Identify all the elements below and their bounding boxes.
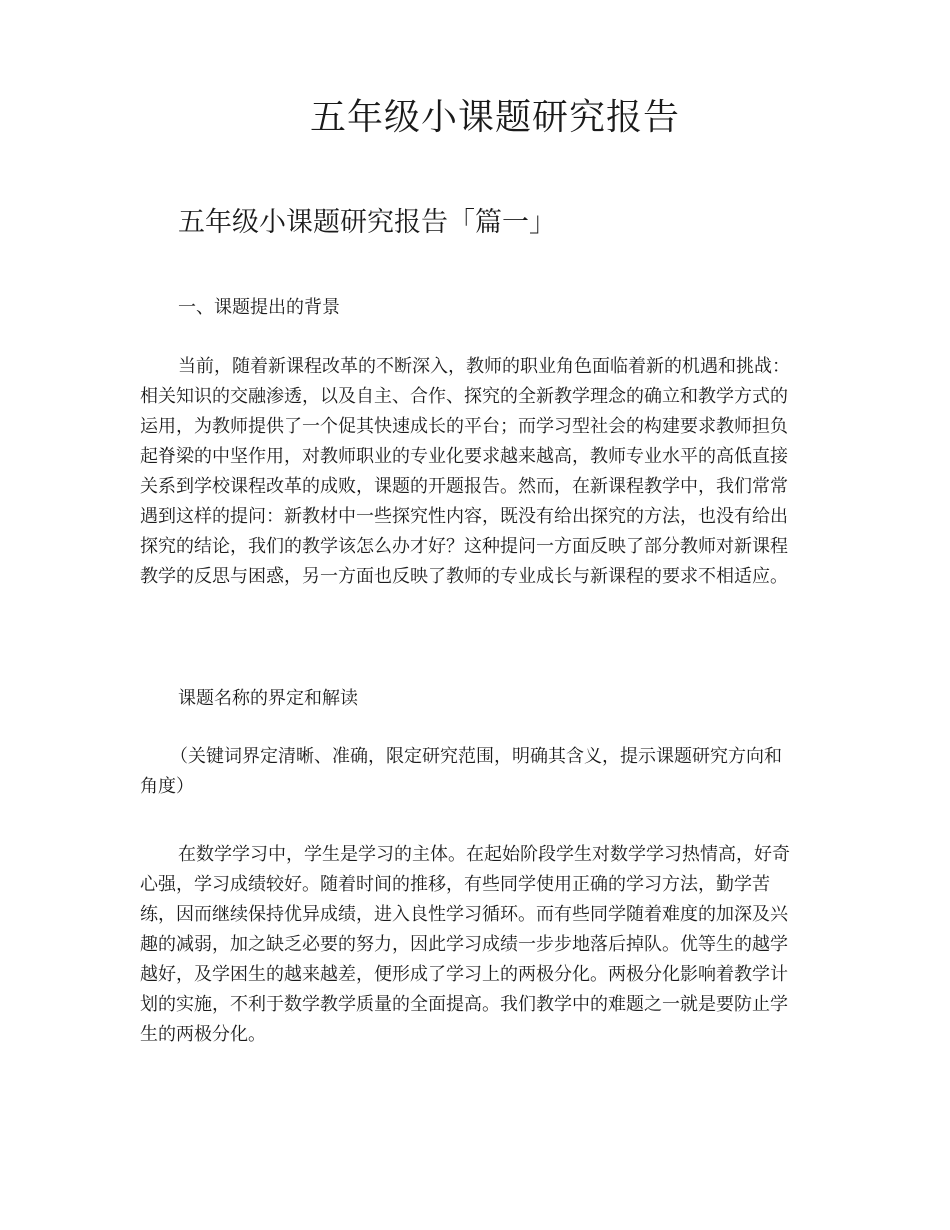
paragraph-line: 运用，为教师提供了一个促其快速成长的平台；而学习型社会的构建要求教师担负 bbox=[140, 416, 788, 437]
paragraph-line: 起脊梁的中坚作用，对教师职业的专业化要求越来越高，教师专业水平的高低直接 bbox=[140, 446, 788, 467]
paragraph-line: 遇到这样的提问：新教材中一些探究性内容，既没有给出探究的方法，也没有给出 bbox=[140, 506, 788, 527]
paragraph-line: 生的两极分化。 bbox=[140, 1024, 266, 1045]
paragraph-line: 在数学学习中，学生是学习的主体。在起始阶段学生对数学学习热情高，好奇 bbox=[178, 844, 790, 865]
paragraph-polarization bbox=[140, 840, 820, 1050]
paragraph-line: 关系到学校课程改革的成败，课题的开题报告。然而，在新课程教学中，我们常常 bbox=[140, 476, 788, 497]
paragraph-line: 练，因而继续保持优异成绩，进入良性学习循环。而有些同学随着难度的加深及兴 bbox=[140, 904, 788, 925]
document-title: 五年级小课题研究报告 bbox=[309, 97, 680, 138]
paragraph-line: 教学的反思与困惑，另一方面也反映了教师的专业成长与新课程的要求不相适应。 bbox=[140, 566, 788, 587]
paragraph-line: 角度） bbox=[140, 776, 194, 797]
paragraph-line: 划的实施，不利于数学教学质量的全面提高。我们教学中的难题之一就是要防止学 bbox=[140, 994, 788, 1015]
paragraph-line: 越好，及学困生的越来越差，便形成了学习上的两极分化。两极分化影响着教学计 bbox=[140, 964, 788, 985]
paragraph-line: 探究的结论，我们的教学该怎么办才好？这种提问一方面反映了部分教师对新课程 bbox=[140, 536, 788, 557]
paragraph-line: 当前，随着新课程改革的不断深入，教师的职业角色面临着新的机遇和挑战： bbox=[178, 356, 790, 377]
paragraph-line: （关键词界定清晰、准确，限定研究范围，明确其含义，提示课题研究方向和 bbox=[170, 746, 782, 767]
paragraph-line: 心强，学习成绩较好。随着时间的推移，有些同学使用正确的学习方法，勤学苦 bbox=[140, 874, 770, 895]
section-heading-background: 一、课题提出的背景 bbox=[178, 297, 340, 318]
section-heading-definition: 课题名称的界定和解读 bbox=[178, 688, 358, 709]
document-subtitle: 五年级小课题研究报告「篇一」 bbox=[178, 207, 556, 238]
paragraph-line: 趣的减弱，加之缺乏必要的努力，因此学习成绩一步步地落后掉队。优等生的越学 bbox=[140, 934, 788, 955]
paragraph-background bbox=[140, 352, 820, 592]
paragraph-line: 相关知识的交融渗透，以及自主、合作、探究的全新教学理念的确立和教学方式的 bbox=[140, 386, 788, 407]
paragraph-definition-note bbox=[140, 742, 820, 802]
